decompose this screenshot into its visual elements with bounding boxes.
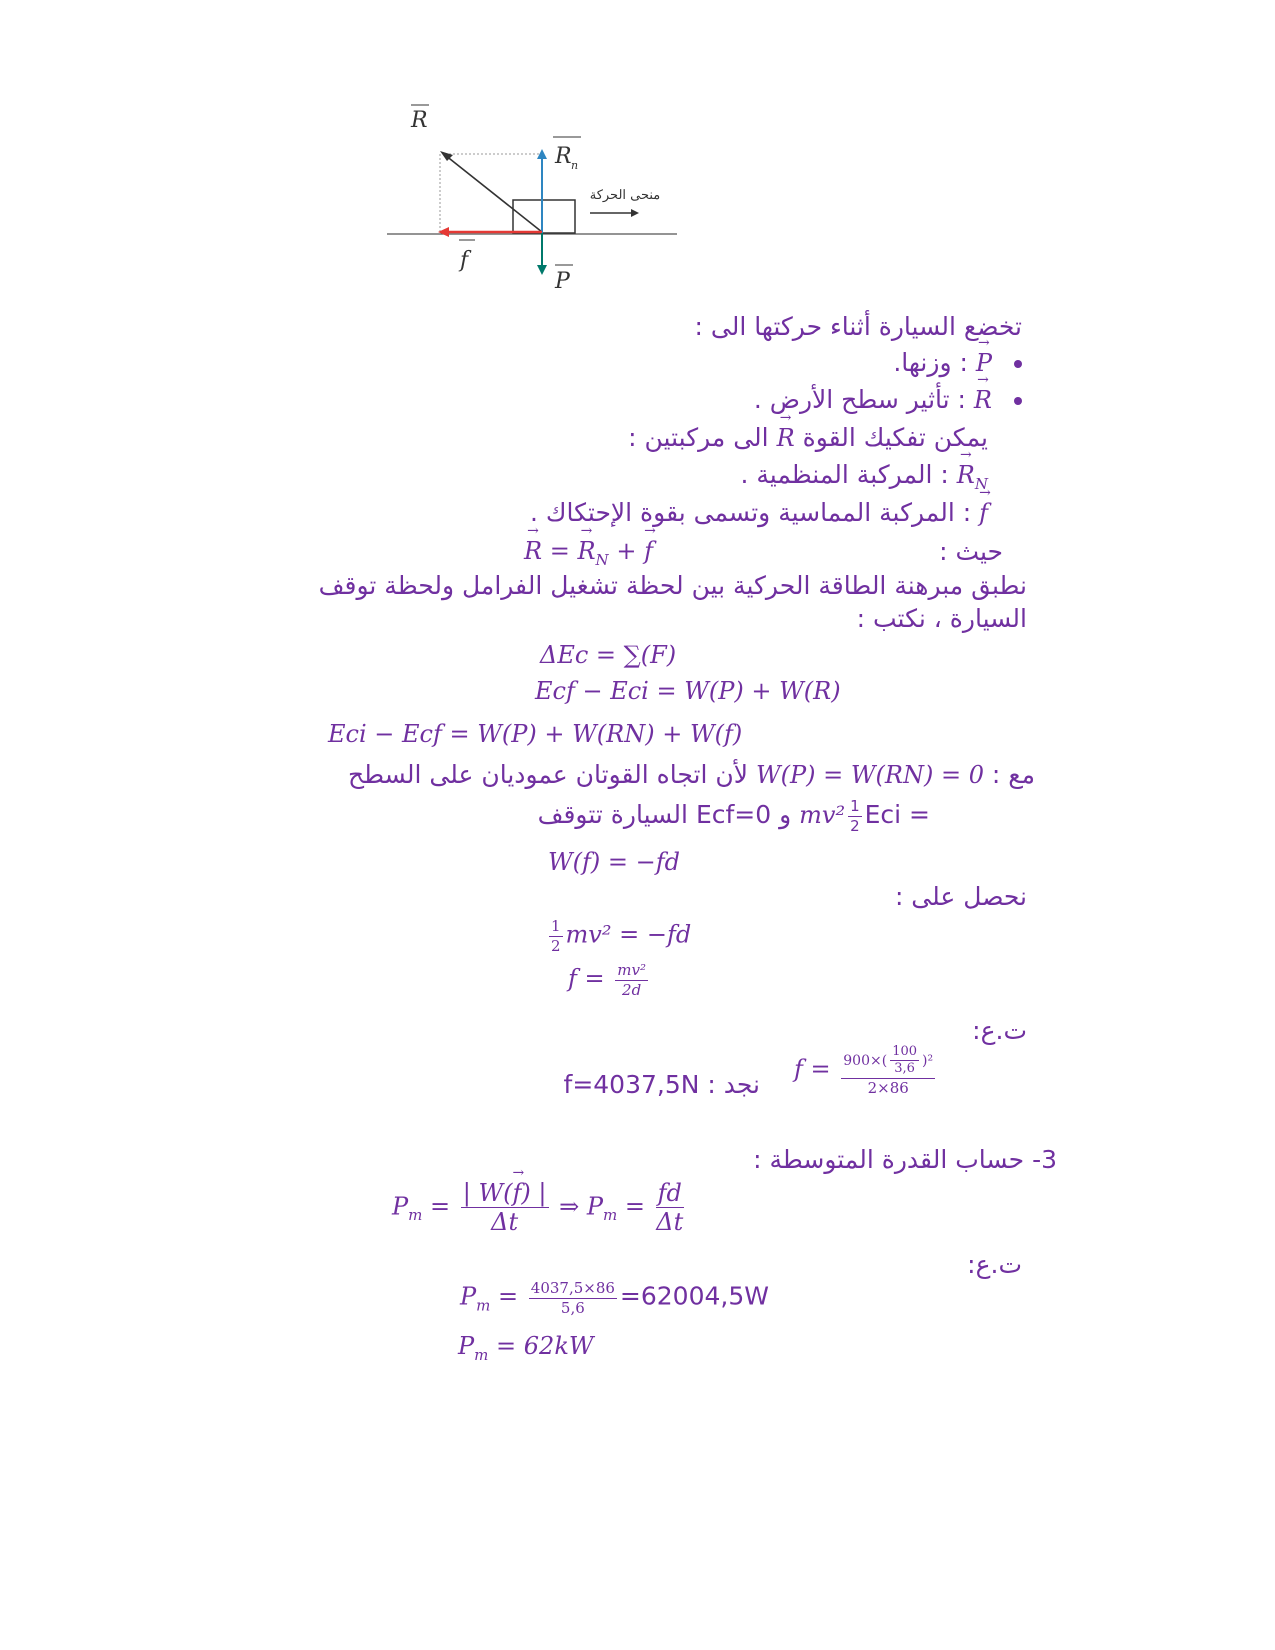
f-label: f — [460, 248, 469, 273]
power-formula: $P_m$ = $\frac{| W(\to f) |}{\Delta t}$ ⇒ $P_m$ = $\frac{fd}{\Delta t}$ — [392, 1180, 687, 1236]
ec-values-line: Eci = $\frac{1}{2}$ mv² و Ecf=0 السيارة تتوقف — [537, 797, 930, 835]
R-label: R — [411, 108, 428, 133]
work-friction: W(f) = −fd — [548, 848, 680, 876]
numeric-label-2: ت.ع: — [967, 1250, 1022, 1279]
section-3-title: 3- حساب القدرة المتوسطة : — [753, 1145, 1057, 1174]
power-numeric: $P_m$ = $\frac{4037,5\times 86}{5,6}$ =62004,5W — [460, 1279, 769, 1317]
P-label: P — [555, 269, 570, 294]
where-label: حيث : — [939, 537, 1003, 566]
numeric-label-1: ت.ع: — [972, 1016, 1027, 1045]
friction-formula: f = $\frac{\text{mv²}}{2d}$ — [568, 961, 646, 999]
R-arrow — [445, 155, 542, 232]
force-diagram — [385, 95, 685, 305]
energy-balance: $\frac{1}{2}$ mv² = −fd — [551, 917, 692, 955]
Rn-sub-label: n — [571, 159, 579, 172]
kinetic-theorem: ΔEc = ∑(F) — [540, 641, 677, 669]
motion-label: منحى الحركة — [589, 188, 661, 203]
energy-eq-2: Eci − Ecf = W(P) + W(RN) + W(f) — [328, 720, 743, 748]
bullet-ground: → R : تأثير سطح الأرض . — [754, 385, 1022, 414]
energy-eq-1: Ecf − Eci = W(P) + W(R) — [535, 677, 841, 705]
theorem-line-1: نطبق مبرهنة الطاقة الحركية بين لحظة تشغيل الفرامل ولحظة توقف — [318, 571, 1027, 600]
Rn-label: R — [555, 144, 572, 169]
R-sum-equation: → R = → $R_N$ + → f — [524, 537, 653, 569]
normal-component: → $R_N$ : المركبة المنظمية . — [741, 460, 989, 493]
intro-text: تخضع السيارة أثناء حركتها الى : — [694, 312, 1022, 341]
we-get: نحصل على : — [894, 882, 1027, 911]
friction-numeric: f = 900×( $\frac{100}{3,6}$ )² 2×86 — [794, 1044, 934, 1097]
tangent-component: → f : المركبة المماسية وتسمى بقوة الإحتكاك . — [530, 498, 988, 527]
theorem-line-2: السيارة ، نكتب : — [856, 604, 1027, 633]
with-line: مع : W(P) = W(RN) = 0 لأن اتجاه القوتان عموديان على السطح — [347, 760, 1035, 789]
decompose-line: يمكن تفكيك القوة → R الى مركبتين : — [628, 423, 988, 452]
power-kw: $P_m = 62kW$ — [458, 1332, 594, 1364]
bullet-weight: → P : وزنها. — [893, 348, 1022, 377]
find-result: نجد : f=4037,5N — [563, 1070, 760, 1099]
